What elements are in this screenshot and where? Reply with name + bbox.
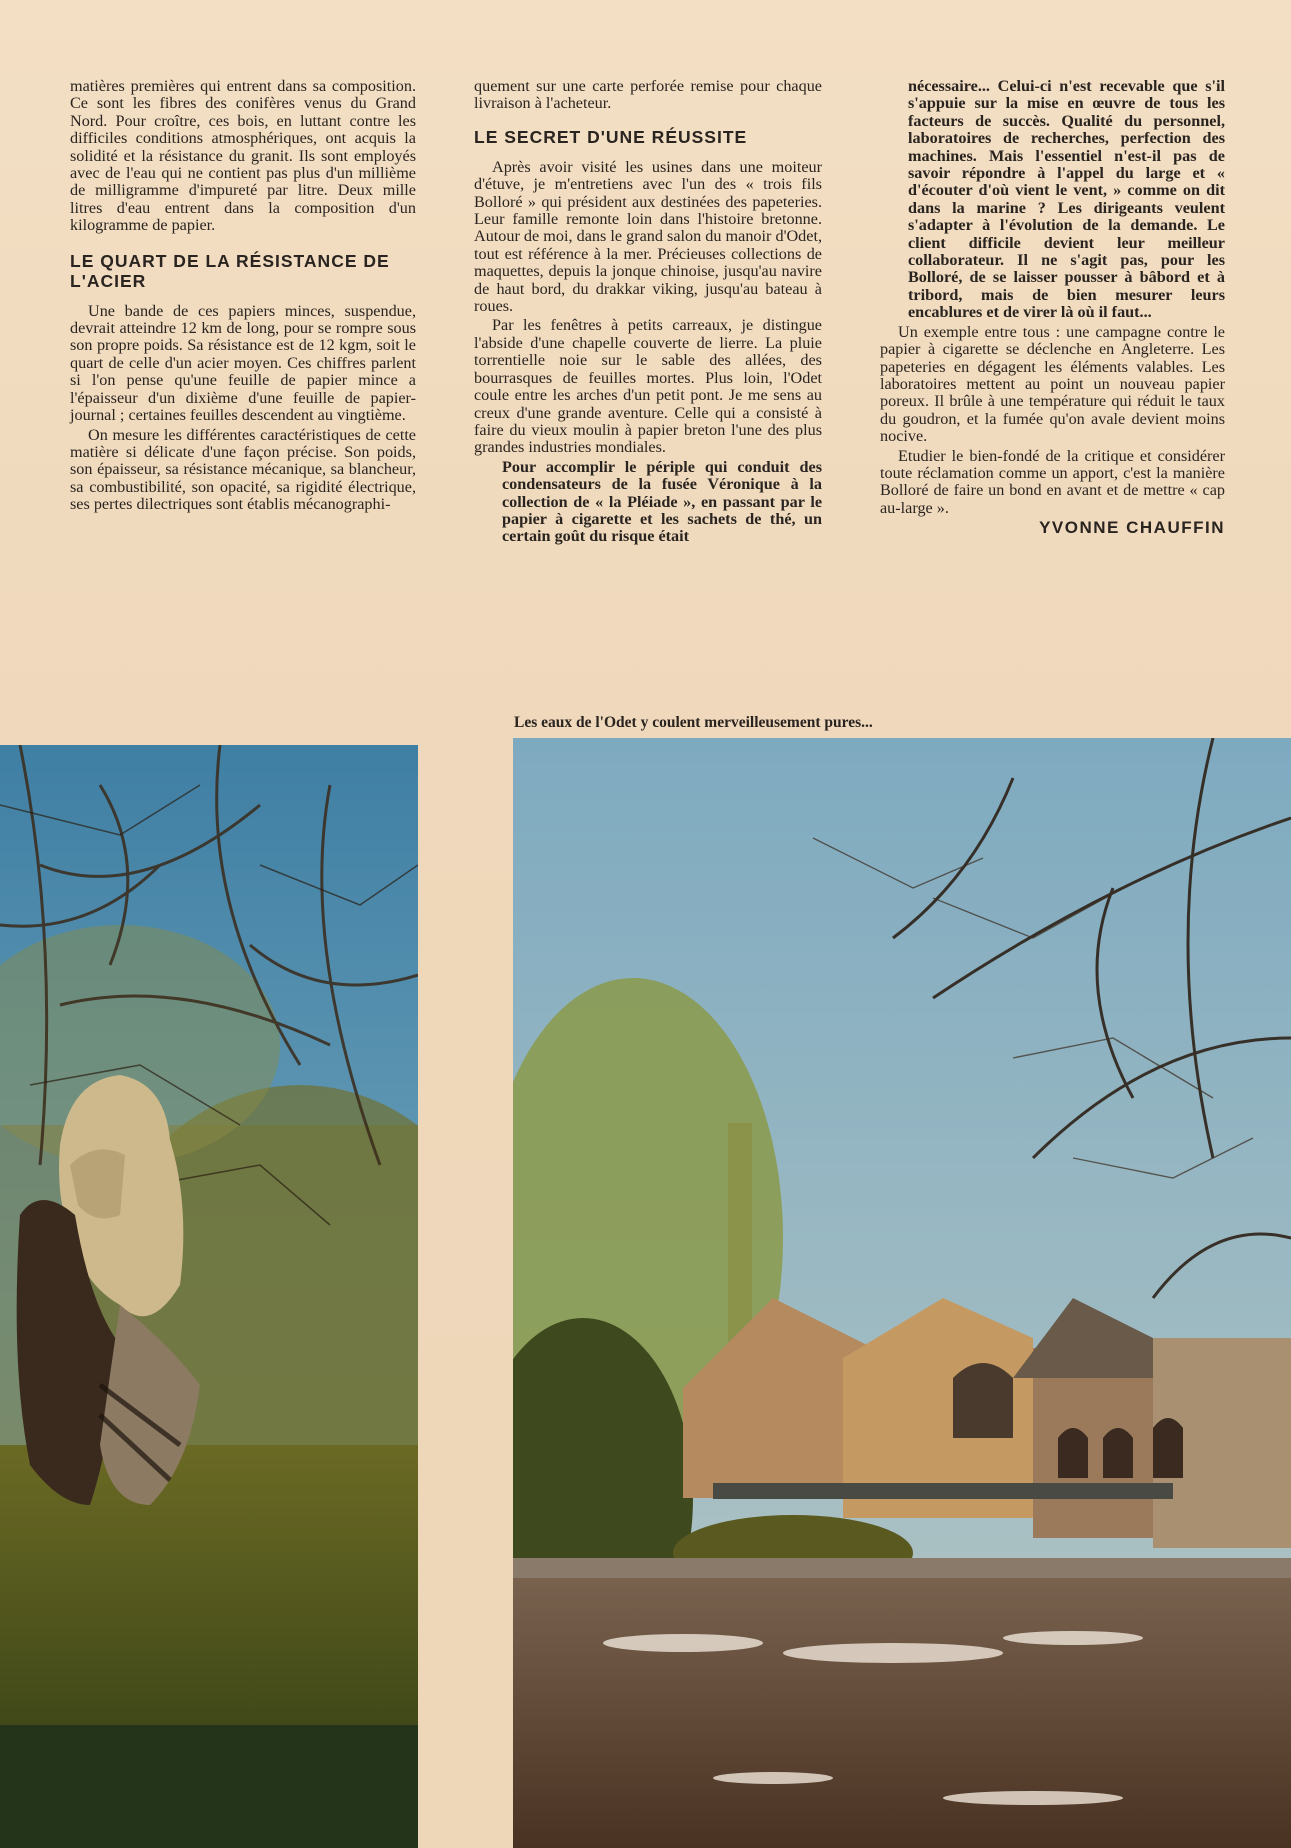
statue-photo — [0, 745, 418, 1848]
river-mill-photo — [513, 738, 1291, 1848]
column2-paragraph-4: Pour accomplir le périple qui conduit des condensateurs de la fusée Véronique à la collection de « la Pléiade », en passant par le papier à cigarette et les sachets de thé, un certain goût du risque était — [502, 457, 822, 546]
column2-intro-paragraph: quement sur une carte perforée remise pour chaque livraison à l'acheteur. — [474, 77, 822, 113]
photo-caption: Les eaux de l'Odet y coulent merveilleusement pures... — [514, 714, 873, 731]
text-column-2 — [474, 78, 822, 548]
column3-paragraph-2: Un exemple entre tous : une campagne contre le papier à cigarette se déclenche en Angleterre. Les papeteries en dégagent les éléments valables. Les laboratoires mettent au point un nouveau papier poreux. Il brûle à une température qui réduit le taux du goudron, et la fumée qu'on avale devient moins nocive. — [880, 322, 1225, 446]
column1-paragraph-3: On mesure les différentes caractéristiques de cette matière si délicate d'une façon précise. Son poids, son épaisseur, sa résistance mécanique, sa blancheur, sa combustibilité, son opacité, sa rigidité électrique, ses pertes dilectriques sont établis mécanographi- — [70, 425, 416, 514]
column1-intro-paragraph: matières premières qui entrent dans sa composition. Ce sont les fibres des conifères venus du Grand Nord. Pour croître, ces bois, en luttant contre les difficiles conditions atmosphériques, ont acquis la solidité et la résistance du granit. Ils sont employés avec de l'eau qui ne contient pas plus d'un millième de milligramme d'impureté par litre. Deux mille litres d'eau entrent dans la composition d'un kilogramme de papier. — [70, 77, 416, 235]
section-heading-reussite: LE SECRET D'UNE RÉUSSITE — [474, 126, 748, 147]
column1-paragraph-2: Une bande de ces papiers minces, suspendue, devrait atteindre 12 km de long, pour se rompre sous son propre poids. Sa résistance est de 12 kgm, soit le quart de celle d'un acier moyen. Ces chiffres parlent si l'on pense qu'une feuille de papier mince a l'épaisseur d'un dixième d'une feuille de papier-journal ; certaines feuilles descendent au vingtième. — [70, 301, 416, 425]
text-column-3 — [880, 78, 1225, 537]
column2-paragraph-2: Après avoir visité les usines dans une moiteur d'étuve, je m'entretiens avec l'un des « trois fils Bolloré » qui président aux destinées des papeteries. Leur famille remonte loin dans l'histoire bretonne. Autour de moi, dans le grand salon du manoir d'Odet, tout est référence à la mer. Précieuses collections de maquettes, depuis la jonque chinoise, jusqu'au navire de haut bord, du drakkar viking, jusqu'au bateau à roues. — [474, 157, 822, 316]
column3-paragraph-3: Etudier le bien-fondé de la critique et considérer toute réclamation comme un apport, c'est la manière Bolloré de faire un bond en avant et de mettre « cap au-large ». — [880, 446, 1225, 517]
column3-intro-paragraph: nécessaire... Celui-ci n'est recevable que s'il s'appuie sur la mise en œuvre de tous les facteurs de succès. Qualité du personnel, laboratoires de recherches, perfection des machines. Mais l'essentiel n'est-il pas de savoir répondre à l'appel du large et « d'écouter d'où vient le vent, » comme on dit dans la marine ? Les dirigeants veulent s'adapter à l'évolution de la demande. Le client difficile devient leur meilleur collaborateur. Il ne s'agit pas, pour les Bolloré, de se laisser pousser à bâbord et à tribord, mais de bien mesurer leurs encablures et de virer là où il faut... — [908, 77, 1225, 322]
column2-paragraph-3: Par les fenêtres à petits carreaux, je distingue l'abside d'une chapelle couverte de lierre. La pluie torrentielle noie sur le sable des allées, des bourrasques de feuilles mortes. Plus loin, l'Odet coule entre les arches d'un petit pont. Je me sens au creux d'une grande aventure. Celle qui a consisté à faire du vieux moulin à papier breton l'une des plus grandes industries mondiales. — [474, 316, 822, 457]
text-column-1 — [70, 78, 416, 516]
section-heading-acier: LE QUART DE LA RÉSISTANCE DE L'ACIER — [70, 250, 390, 291]
author-signature: YVONNE CHAUFFIN — [1039, 518, 1225, 538]
